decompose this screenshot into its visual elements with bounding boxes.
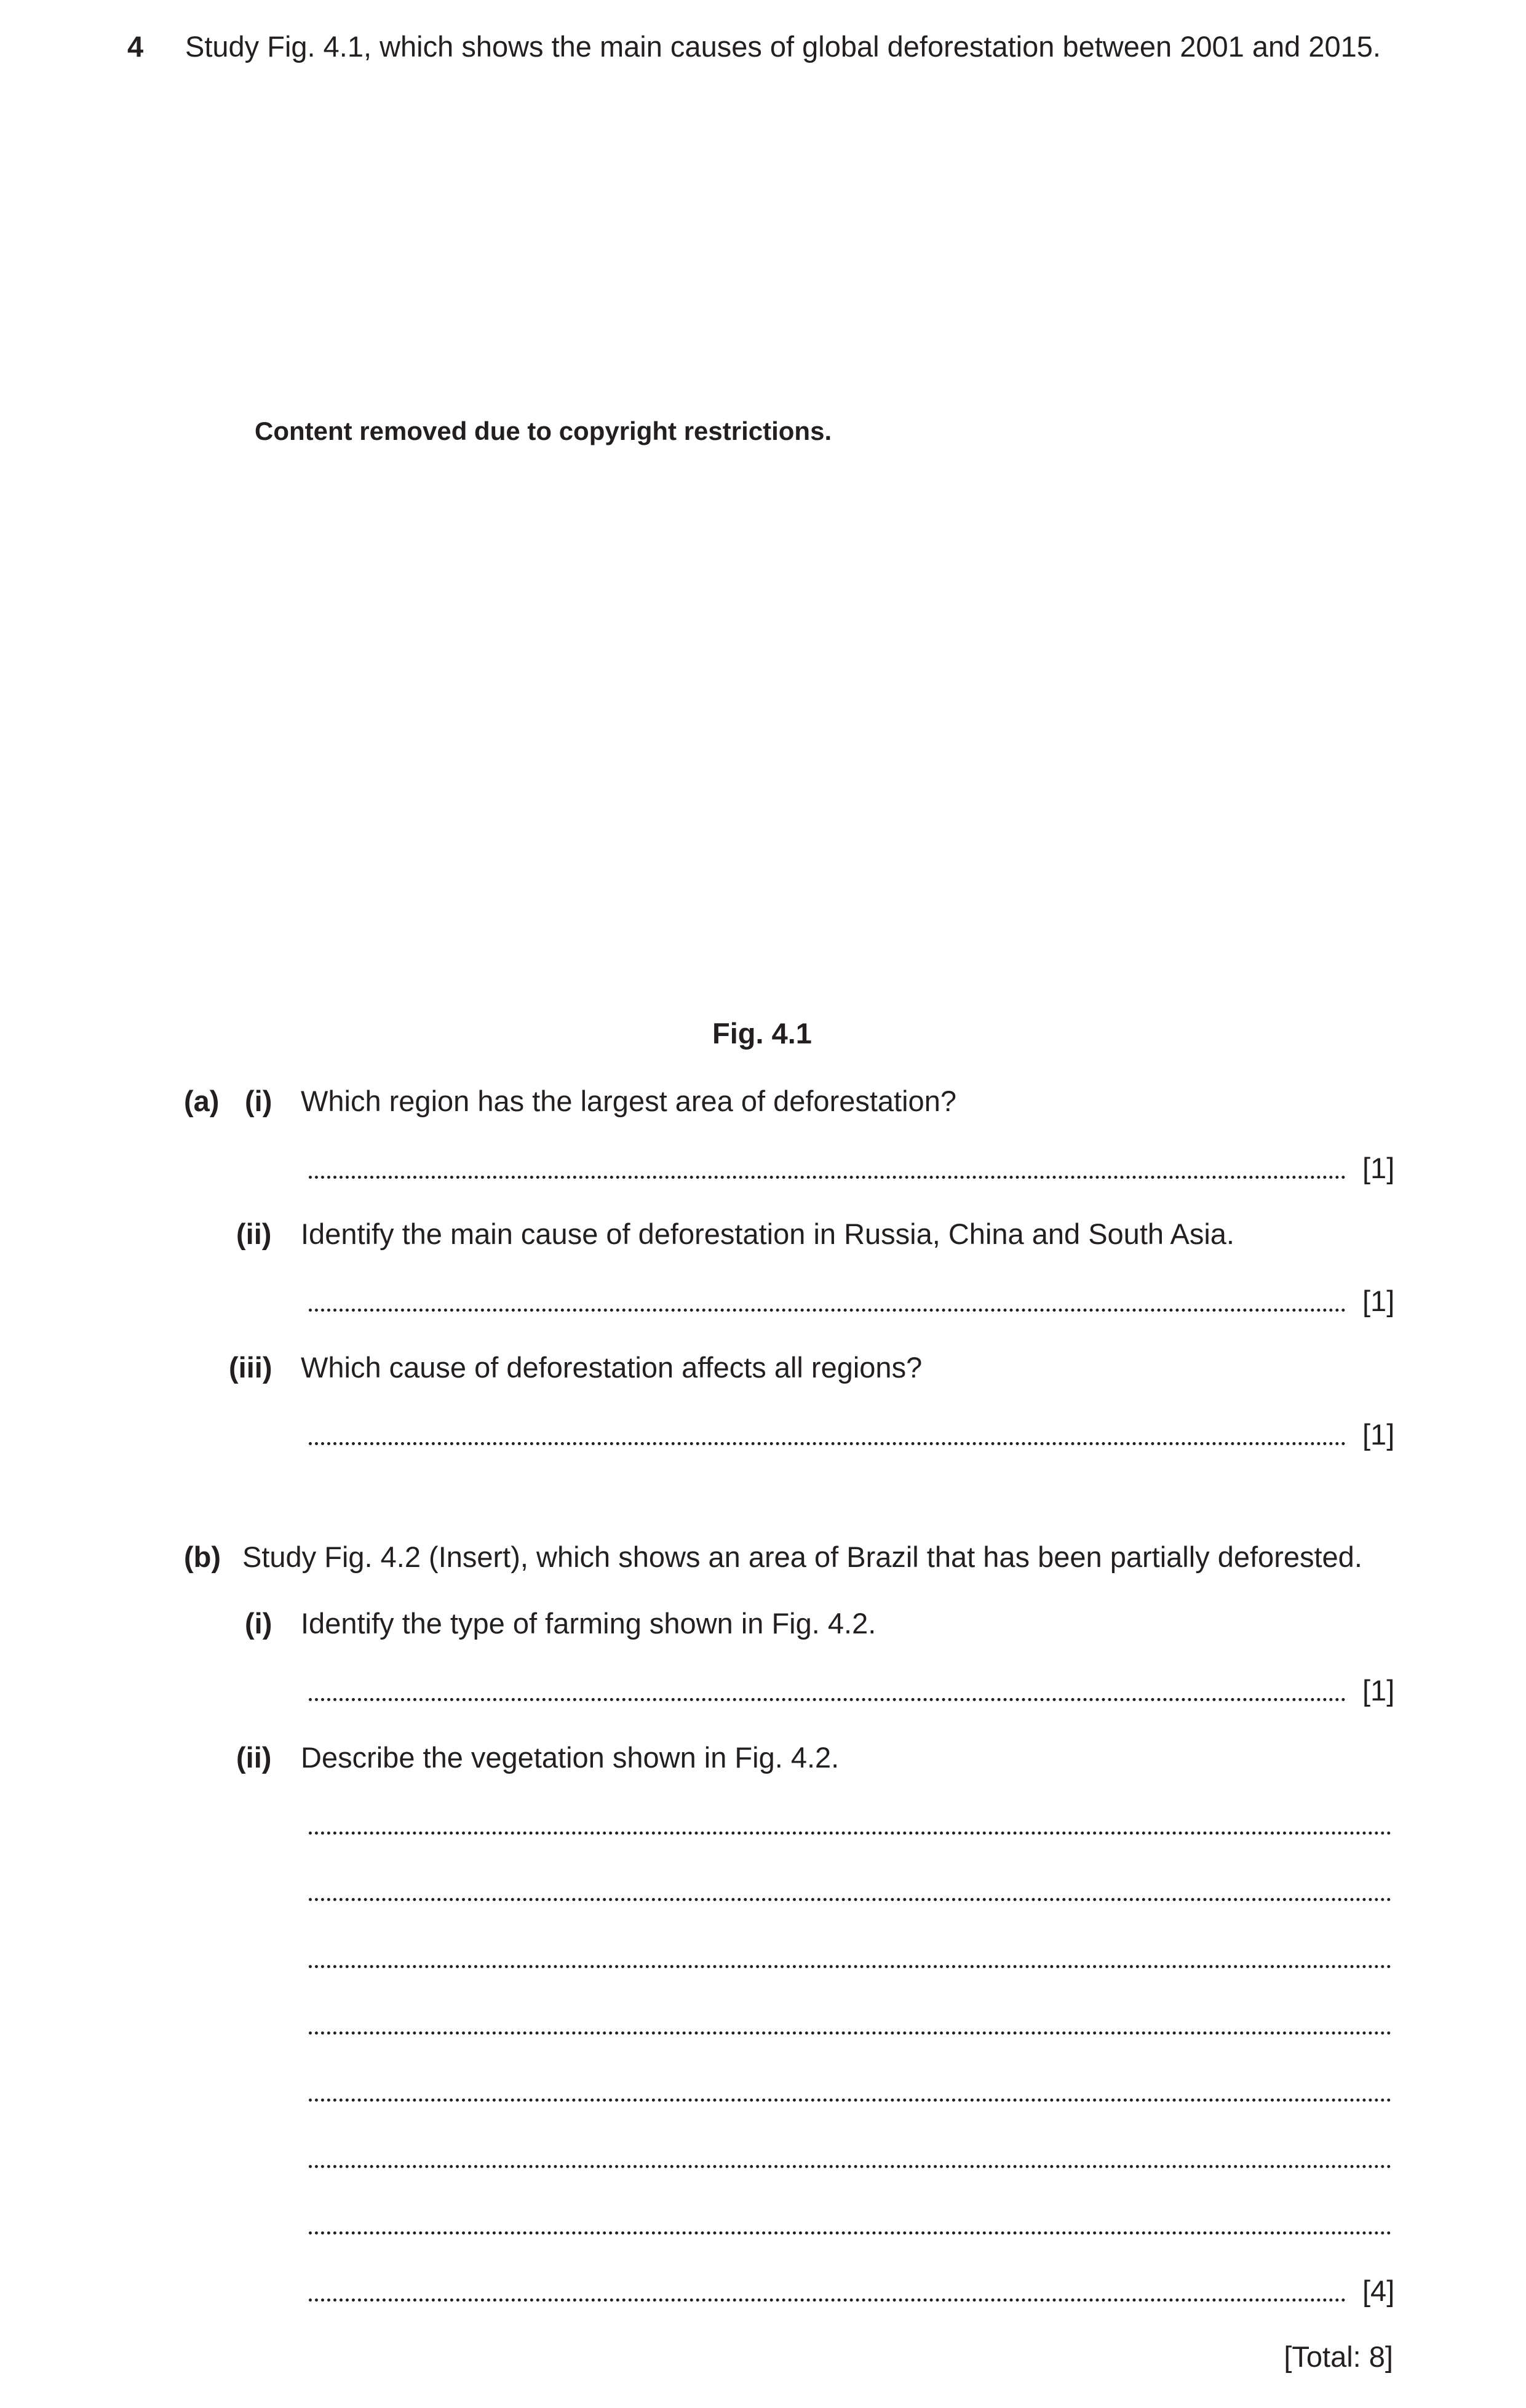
marks-b-i: [1]	[1362, 1674, 1395, 1707]
answer-line-b-ii-8[interactable]	[309, 2298, 1346, 2302]
answer-line-b-i[interactable]	[309, 1698, 1346, 1701]
question-number: 4	[127, 30, 144, 63]
part-a-label: (a)	[184, 1085, 220, 1117]
part-b-label: (b)	[184, 1541, 221, 1573]
question-total: [Total: 8]	[1284, 2340, 1393, 2373]
part-b-i-question: Identify the type of farming shown in Fig. 4.2.	[301, 1607, 876, 1640]
answer-line-b-ii-3[interactable]	[309, 1965, 1391, 1968]
answer-line-a-i[interactable]	[309, 1176, 1346, 1179]
answer-line-b-ii-6[interactable]	[309, 2165, 1391, 2168]
question-intro: Study Fig. 4.1, which shows the main causes of global deforestation between 2001 and 2015.	[185, 30, 1381, 63]
marks-b-ii: [4]	[1362, 2274, 1395, 2307]
part-a-i-question: Which region has the largest area of deforestation?	[301, 1085, 956, 1117]
answer-line-b-ii-2[interactable]	[309, 1898, 1391, 1901]
answer-line-b-ii-4[interactable]	[309, 2031, 1391, 2035]
answer-line-b-ii-7[interactable]	[309, 2231, 1391, 2235]
answer-line-b-ii-5[interactable]	[309, 2099, 1391, 2102]
answer-line-a-ii[interactable]	[309, 1309, 1346, 1312]
marks-a-ii: [1]	[1362, 1285, 1395, 1317]
copyright-notice: Content removed due to copyright restrictions.	[255, 417, 832, 445]
part-a-ii-label: (ii)	[236, 1218, 272, 1250]
answer-line-b-ii-1[interactable]	[309, 1832, 1391, 1835]
part-a-iii-question: Which cause of deforestation affects all regions?	[301, 1351, 923, 1384]
figure-caption: Fig. 4.1	[712, 1017, 812, 1050]
part-b-ii-label: (ii)	[236, 1741, 272, 1774]
marks-a-i: [1]	[1362, 1152, 1395, 1184]
part-b-i-label: (i)	[245, 1607, 272, 1640]
part-a-i-label: (i)	[245, 1085, 272, 1117]
answer-line-a-iii[interactable]	[309, 1442, 1346, 1445]
part-b-ii-question: Describe the vegetation shown in Fig. 4.2.	[301, 1741, 840, 1774]
marks-a-iii: [1]	[1362, 1418, 1395, 1451]
part-a-iii-label: (iii)	[229, 1351, 272, 1384]
part-a-ii-question: Identify the main cause of deforestation in Russia, China and South Asia.	[301, 1218, 1234, 1250]
part-b-intro: Study Fig. 4.2 (Insert), which shows an area of Brazil that has been partially deforested.	[242, 1541, 1362, 1573]
